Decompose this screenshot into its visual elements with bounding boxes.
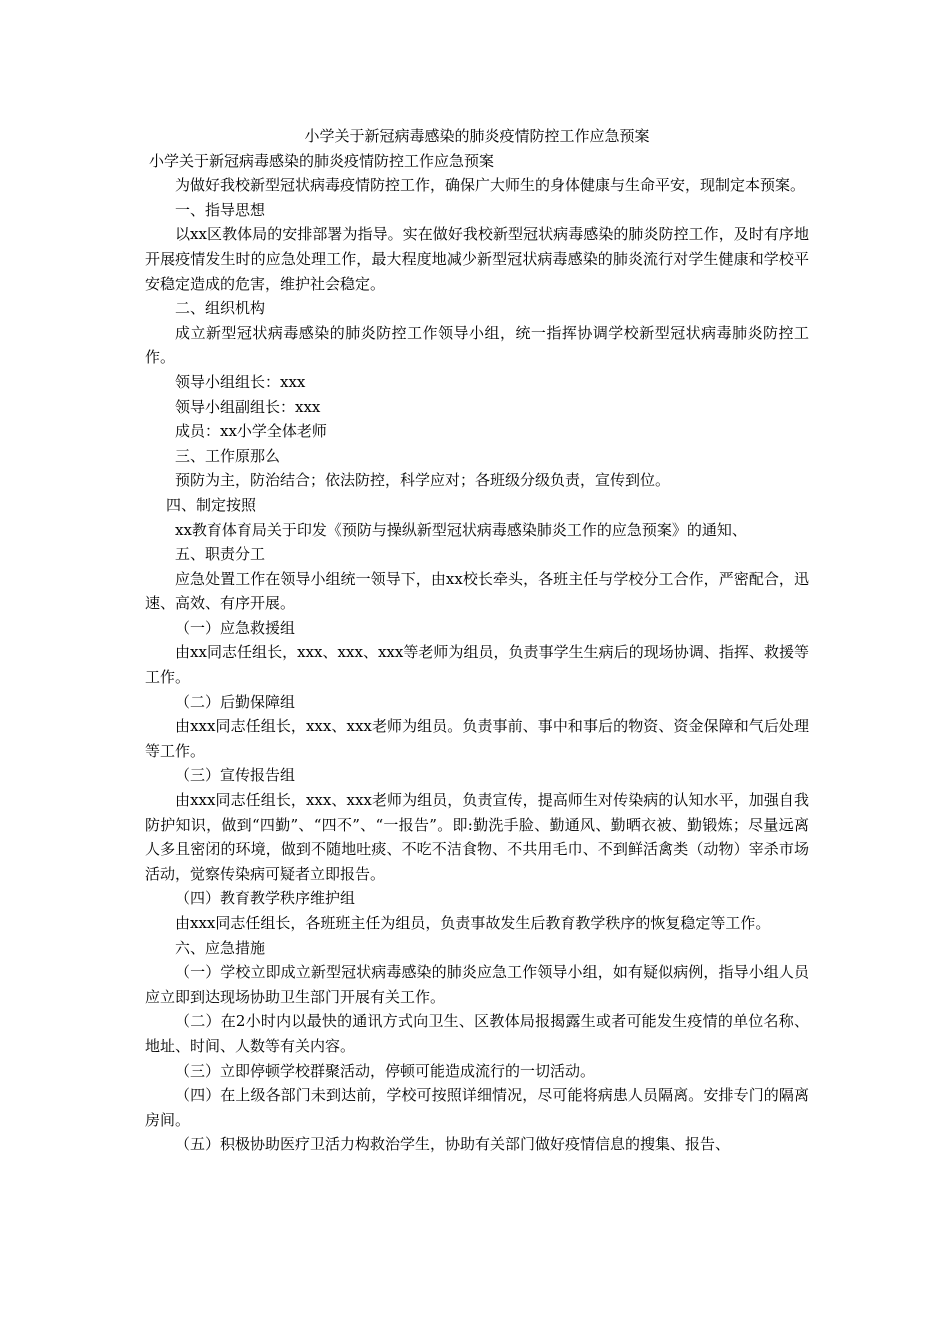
- paragraph-guiding-ideology: 以xx区教体局的安排部署为指导。实在做好我校新型冠状病毒感染的肺炎防控工作，及时有序地开展疫情发生时的应急处理工作，最大程度地减少新型冠状病毒感染的肺炎流行对学生健康和学校平安稳定造成的危害，维护社会稳定。: [145, 225, 809, 293]
- subheading-teaching-order-group: （四）教育教学秩序维护组: [175, 889, 356, 908]
- paragraph-basis: xx教育体育局关于印发《预防与操纵新型冠状病毒感染肺炎工作的应急预案》的通知、: [175, 520, 747, 539]
- paragraph-responsibilities: 应急处置工作在领导小组统一领导下，由xx校长牵头，各班主任与学校分工合作，严密配合，迅速、高效、有序开展。: [145, 569, 809, 613]
- paragraph-measure-4: （四）在上级各部门未到达前，学校可按照详细情况，尽可能将病患人员隔离。安排专门的隔离房间。: [145, 1086, 809, 1129]
- paragraph-measure-2: （二）在2小时内以最快的通讯方式向卫生、区教体局报揭露生或者可能发生疫情的单位名称、地址、时间、人数等有关内容。: [145, 1012, 809, 1055]
- document-page: [145, 124, 809, 1157]
- paragraph-rescue-group: 由xx同志任组长，xxx、xxx、xxx等老师为组员，负责事学生生病后的现场协调、指挥、救援等工作。: [145, 643, 809, 687]
- paragraph-organization: 成立新型冠状病毒感染的肺炎防控工作领导小组，统一指挥协调学校新型冠状病毒肺炎防控工作。: [145, 323, 809, 367]
- paragraph-deputy-leader: 领导小组副组长：xxx: [175, 397, 321, 416]
- section-heading-responsibilities: 五、职责分工: [175, 545, 266, 564]
- section-heading-emergency-measures: 六、应急措施: [175, 938, 266, 957]
- paragraph-members: 成员：xx小学全体老师: [175, 422, 327, 441]
- subheading-publicity-group: （三）宣传报告组: [175, 766, 296, 785]
- section-heading-basis: 四、制定按照: [166, 495, 257, 514]
- paragraph-measure-3: （三）立即停顿学校群聚活动，停顿可能造成流行的一切活动。: [175, 1061, 596, 1080]
- paragraph-leader: 领导小组组长：xxx: [175, 372, 306, 391]
- section-heading-principles: 三、工作原那么: [175, 446, 281, 465]
- paragraph-publicity-group: 由xxx同志任组长，xxx、xxx老师为组员，负责宣传，提高师生对传染病的认知水平，加强自我防护知识，做到“四勤”、“四不”、“一报告”。即:勤洗手脸、勤通风、勤晒衣被、勤锻炼；尽量远离人多且密闭的环境，做到不随地吐痰、不吃不洁食物、不共用毛巾、不到鲜活禽类（动物）宰杀市场活动，觉察传染病可疑者立即报告。: [145, 791, 809, 883]
- paragraph-principles: 预防为主，防治结合；依法防控，科学应对；各班级分级负责，宣传到位。: [175, 471, 671, 490]
- paragraph-logistics-group: 由xxx同志任组长，xxx、xxx老师为组员。负责事前、事中和事后的物资、资金保障和气后处理等工作。: [145, 717, 809, 760]
- section-heading-guiding-ideology: 一、指导思想: [175, 200, 266, 219]
- document-title: 小学关于新冠病毒感染的肺炎疫情防控工作应急预案: [304, 127, 650, 145]
- section-heading-organization: 二、组织机构: [175, 299, 266, 318]
- paragraph-measure-1: （一）学校立即成立新型冠状病毒感染的肺炎应急工作领导小组，如有疑似病例，指导小组人员应立即到达现场协助卫生部门开展有关工作。: [145, 963, 809, 1006]
- paragraph-measure-5: （五）积极协助医疗卫活力构救治学生，协助有关部门做好疫情信息的搜集、报告、: [175, 1135, 731, 1154]
- paragraph-teaching-order-group: 由xxx同志任组长，各班班主任为组员，负责事故发生后教育教学秩序的恢复稳定等工作。: [175, 914, 771, 932]
- subheading-rescue-group: （一）应急救援组: [175, 618, 296, 637]
- intro-paragraph: 为做好我校新型冠状病毒疫情防控工作，确保广大师生的身体健康与生命平安，现制定本预案。: [175, 176, 806, 195]
- document-subtitle: 小学关于新冠病毒感染的肺炎疫情防控工作应急预案: [149, 151, 495, 170]
- subheading-logistics-group: （二）后勤保障组: [175, 692, 296, 711]
